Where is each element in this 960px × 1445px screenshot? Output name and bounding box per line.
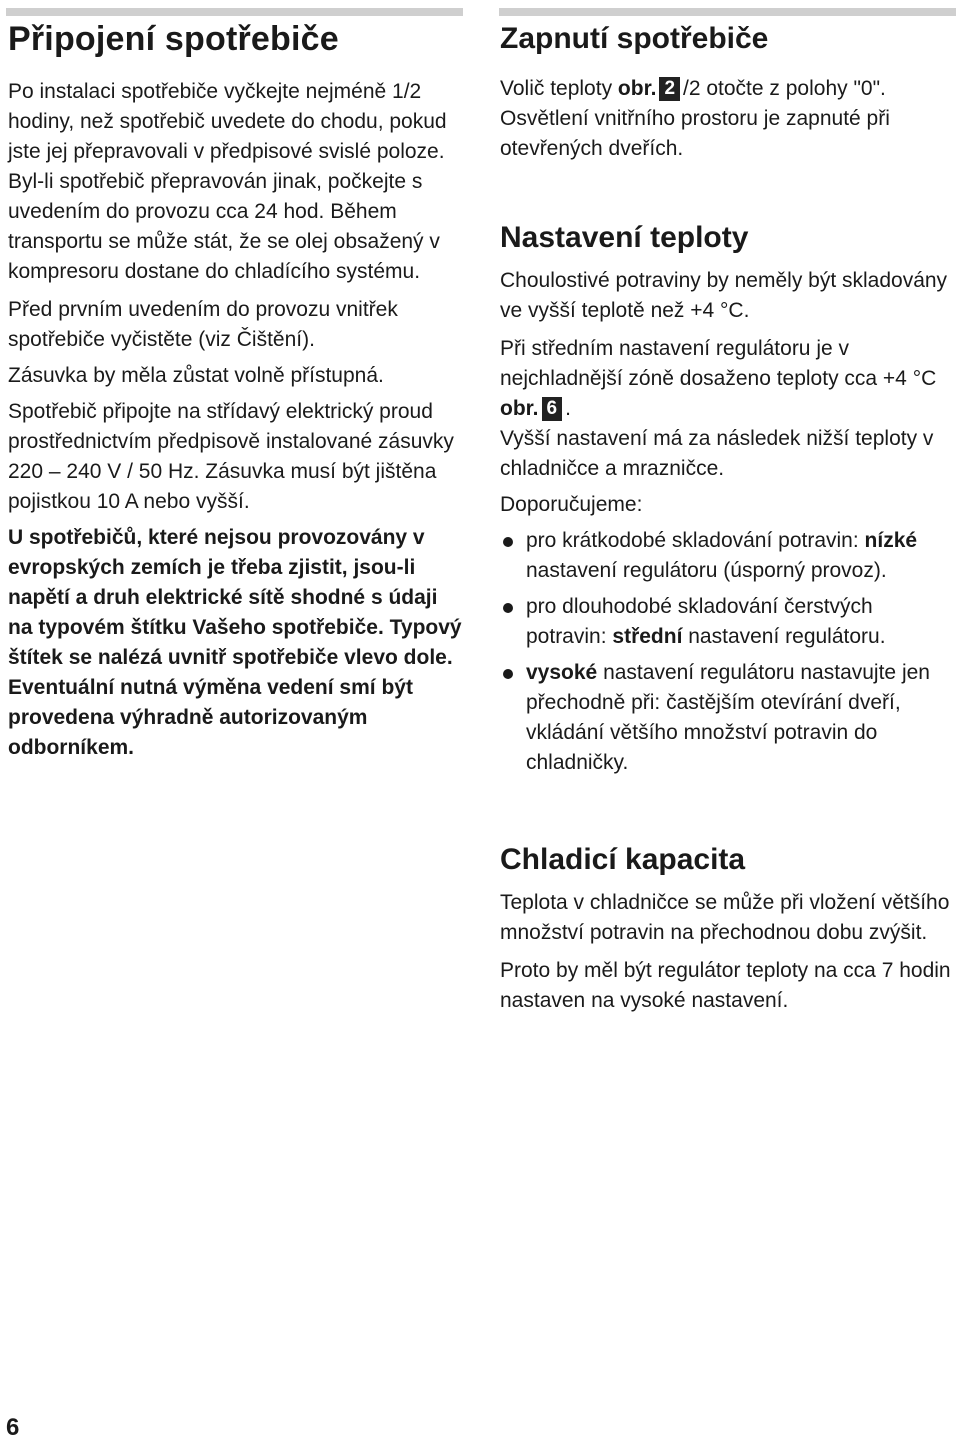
right-column — [500, 0, 955, 1016]
list-item-text: pro dlouhodobé skladování čerstvých potravin: — [526, 595, 873, 648]
middle-setting-end: . — [565, 397, 571, 420]
power-supply-paragraph: Spotřebič připojte na střídavý elektrický proud prostřednictvím předpisově instalované zásuvky 220 – 240 V / 50 Hz. Zásuvka musí být jištěna pojistkou 10 A nebo vyšší. — [8, 400, 454, 513]
cleaning-paragraph: Před prvním uvedením do provozu vnitřek spotřebiče vyčistěte (viz Čištění). — [8, 298, 398, 351]
list-item-emphasis: střední — [612, 625, 683, 648]
connection-heading: Připojení spotřebiče — [8, 20, 339, 58]
non-eu-warning-paragraph: U spotřebičů, které nejsou provozovány v evropských zemích je třeba zjistit, jsou-li napětí a druh elektrické sítě shodné s údaji na typovém štítku Vašeho spotřebiče. Typový štítek se nalézá uvnitř spotřebiče vlevo dole. Eventuální nutná výměna vedení smí být provedena výhradně autorizovaným odborníkem. — [8, 526, 462, 759]
list-item-emphasis: vysoké — [526, 661, 598, 684]
switch-on-text-1: Volič teploty — [500, 77, 613, 100]
middle-setting-text: Při středním nastavení regulátoru je v nejchladnější zóně dosaženo teploty cca +4 °C — [500, 337, 937, 390]
recommendation-list — [500, 526, 955, 778]
list-item — [500, 592, 955, 652]
list-item-emphasis: nízké — [864, 529, 918, 552]
figure-reference: obr. — [617, 77, 657, 100]
switch-on-text-2: /2 otočte z polohy "0". — [683, 77, 886, 100]
socket-access-paragraph: Zásuvka by měla zůstat volně přístupná. — [8, 364, 384, 387]
recommendation-label: Doporučujeme: — [500, 493, 643, 516]
switch-on-heading: Zapnutí spotřebiče — [500, 22, 769, 55]
list-item-text: nastavení regulátoru nastavujte jen přechodně při: častějším otevírání dveří, vkládání většího množství potravin do chladničky. — [526, 661, 930, 774]
list-item-text: pro krátkodobé skladování potravin: — [526, 529, 859, 552]
interior-light-paragraph: Osvětlení vnitřního prostoru je zapnuté při otevřených dveřích. — [500, 107, 890, 160]
list-item-text: nastavení regulátoru (úsporný provoz). — [526, 559, 887, 582]
higher-setting-paragraph: Vyšší nastavení má za následek nižší teploty v chladničce a mrazničce. — [500, 427, 934, 480]
cooling-capacity-heading: Chladicí kapacita — [500, 843, 746, 876]
left-column — [8, 0, 463, 763]
list-item — [500, 658, 955, 778]
figure-6-badge: 6 — [542, 397, 563, 421]
page-number: 6 — [6, 1414, 20, 1441]
list-item — [500, 526, 955, 586]
figure-2-badge: 2 — [659, 77, 680, 101]
switch-on-paragraph — [500, 74, 955, 104]
figure-reference: obr. — [500, 397, 539, 420]
sensitive-food-paragraph: Choulostivé potraviny by neměly být skladovány ve vyšší teplotě než +4 °C. — [500, 269, 948, 322]
capacity-paragraph-2: Proto by měl být regulátor teploty na cca 7 hodin nastaven na vysoké nastavení. — [500, 959, 951, 1012]
capacity-paragraph-1: Teplota v chladničce se může při vložení většího množství potravin na přechodnou dobu zvýšit. — [500, 891, 950, 944]
install-wait-paragraph: Po instalaci spotřebiče vyčkejte nejméně 1/2 hodiny, než spotřebič uvedete do chodu, pokud jste jej přepravovali v předpisové svislé poloze. Byl-li spotřebič přepravován jinak, počkejte s uvedením do provozu cca 24 hod. Během transportu se může stát, že se olej obsažený v kompresoru dostane do chladícího systému. — [8, 80, 447, 283]
temperature-setting-heading: Nastavení teploty — [500, 221, 749, 254]
list-item-text: nastavení regulátoru. — [688, 625, 886, 648]
middle-setting-paragraph — [500, 334, 955, 424]
